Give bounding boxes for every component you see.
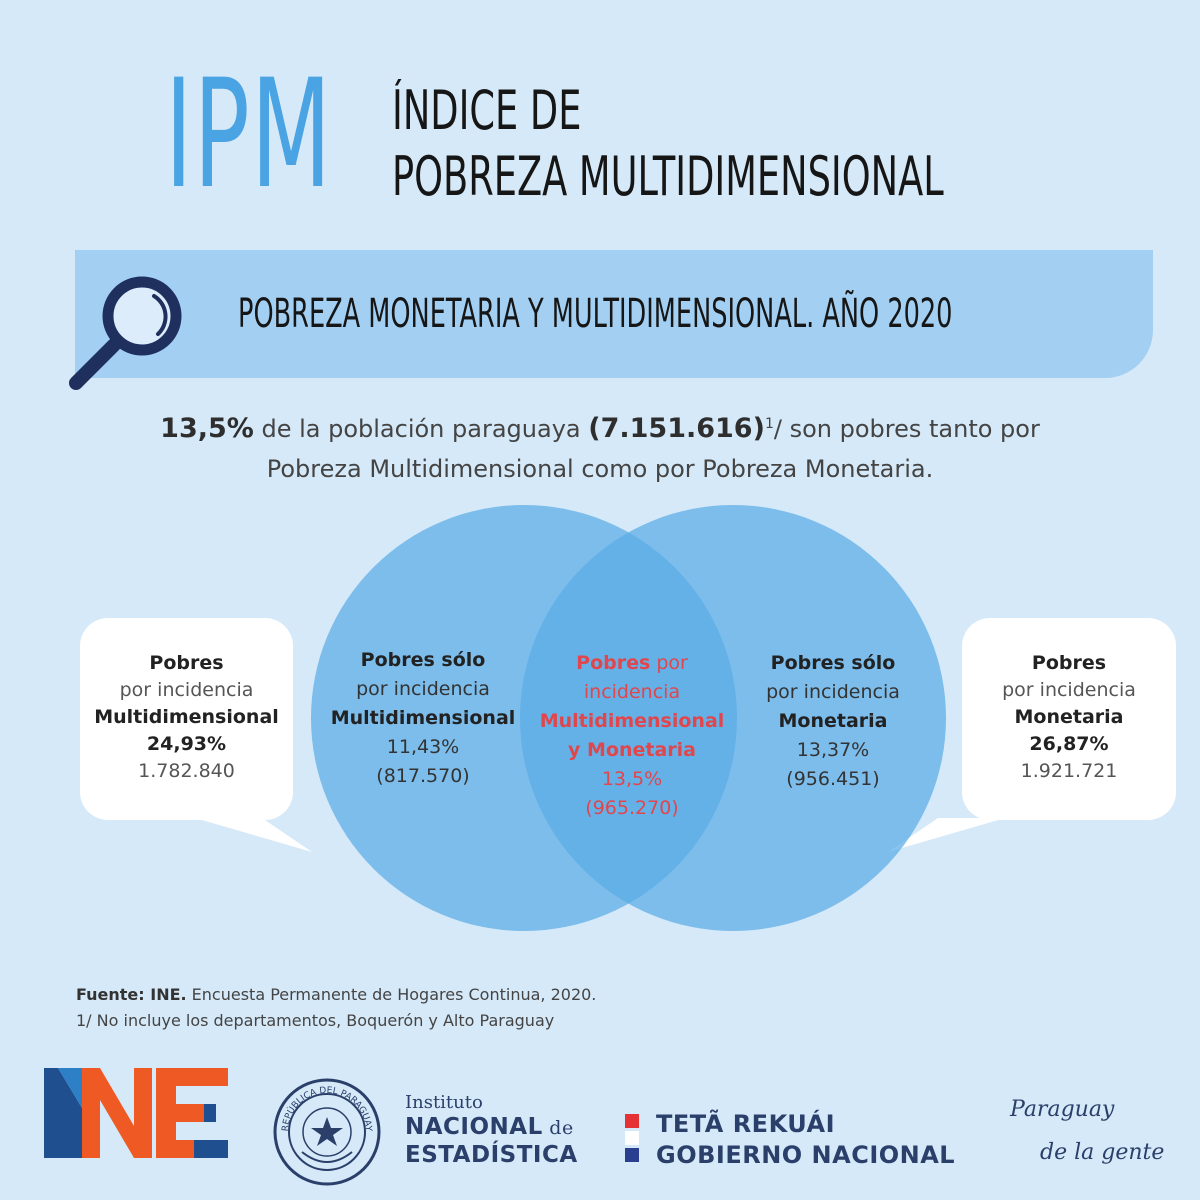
ine-logo xyxy=(44,1068,234,1158)
intro-population: (7.151.616) xyxy=(588,413,765,444)
venn-middle-pct: 13,5% xyxy=(601,768,663,790)
intro-line-2: Pobreza Multidimensional como por Pobreza Monetaria. xyxy=(266,455,934,483)
national-seal-icon xyxy=(272,1077,382,1187)
venn-middle-label xyxy=(522,649,742,823)
gov-line-2: GOBIERNO NACIONAL xyxy=(656,1141,956,1169)
seal-text: REPÚBLICA DEL PARAGUAY xyxy=(280,1085,374,1132)
title-line-1: ÍNDICE DE xyxy=(392,79,582,142)
source-line: Fuente: INE. Encuesta Permanente de Hogares Continua, 2020. xyxy=(76,985,597,1004)
venn-left-count: (817.570) xyxy=(376,765,470,787)
right-callout-count: 1.921.721 xyxy=(1020,760,1118,782)
right-callout-subtitle: por incidencia xyxy=(1002,679,1136,701)
right-callout-pct: 26,87% xyxy=(1029,733,1109,755)
footnote-mark: 1 xyxy=(764,416,774,432)
venn-right-label xyxy=(728,649,938,794)
intro-pct: 13,5% xyxy=(160,413,254,444)
venn-left-pct: 11,43% xyxy=(386,736,460,758)
right-callout-category: Monetaria xyxy=(1014,706,1124,728)
title-line-2: POBREZA MULTIDIMENSIONAL xyxy=(392,145,944,208)
left-callout-count: 1.782.840 xyxy=(138,760,235,782)
banner-title: POBREZA MONETARIA Y MULTIDIMENSIONAL. AÑO 2020 xyxy=(238,291,953,337)
venn-right-title: Pobres sólo xyxy=(770,652,896,674)
venn-left-subtitle: por incidencia xyxy=(356,678,490,700)
right-callout-title: Pobres xyxy=(1031,652,1107,674)
slogan-line-2: de la gente xyxy=(1040,1140,1165,1165)
venn-right-count: (956.451) xyxy=(786,768,880,790)
venn-right-subtitle: por incidencia xyxy=(766,681,900,703)
venn-right-category: Monetaria xyxy=(778,710,888,732)
gov-line-1: TETÃ REKUÁI xyxy=(656,1110,836,1138)
intro-text-2: / son pobres tanto por xyxy=(773,415,1040,443)
left-callout-subtitle: por incidencia xyxy=(119,679,254,701)
source-note xyxy=(76,982,596,1034)
venn-left-label xyxy=(318,646,528,791)
ine-name-line-2: NACIONAL de xyxy=(405,1114,574,1140)
left-callout-title: Pobres xyxy=(149,652,224,674)
venn-middle-category-2: y Monetaria xyxy=(568,739,696,761)
left-callout-pct: 24,93% xyxy=(146,733,227,755)
venn-right-pct: 13,37% xyxy=(796,739,870,761)
left-callout-category: Multidimensional xyxy=(94,706,279,728)
slogan-line-1: Paraguay xyxy=(1010,1097,1115,1122)
ine-name-line-3: ESTADÍSTICA xyxy=(405,1142,578,1168)
ine-name-line-1: Instituto xyxy=(405,1092,483,1113)
ipm-acronym: IPM xyxy=(165,48,333,222)
footnote-line: 1/ No incluye los departamentos, Boquerón y Alto Paraguay xyxy=(76,1011,555,1030)
venn-middle-title: Pobres por xyxy=(576,652,688,674)
venn-middle-subtitle: incidencia xyxy=(583,681,681,703)
venn-left-title: Pobres sólo xyxy=(360,649,486,671)
paraguay-flag-icon xyxy=(625,1114,641,1164)
venn-middle-category-1: Multidimensional xyxy=(539,710,725,732)
venn-left-category: Multidimensional xyxy=(330,707,516,729)
intro-text-1: de la población paraguaya xyxy=(253,415,589,443)
venn-middle-count: (965.270) xyxy=(585,797,679,819)
